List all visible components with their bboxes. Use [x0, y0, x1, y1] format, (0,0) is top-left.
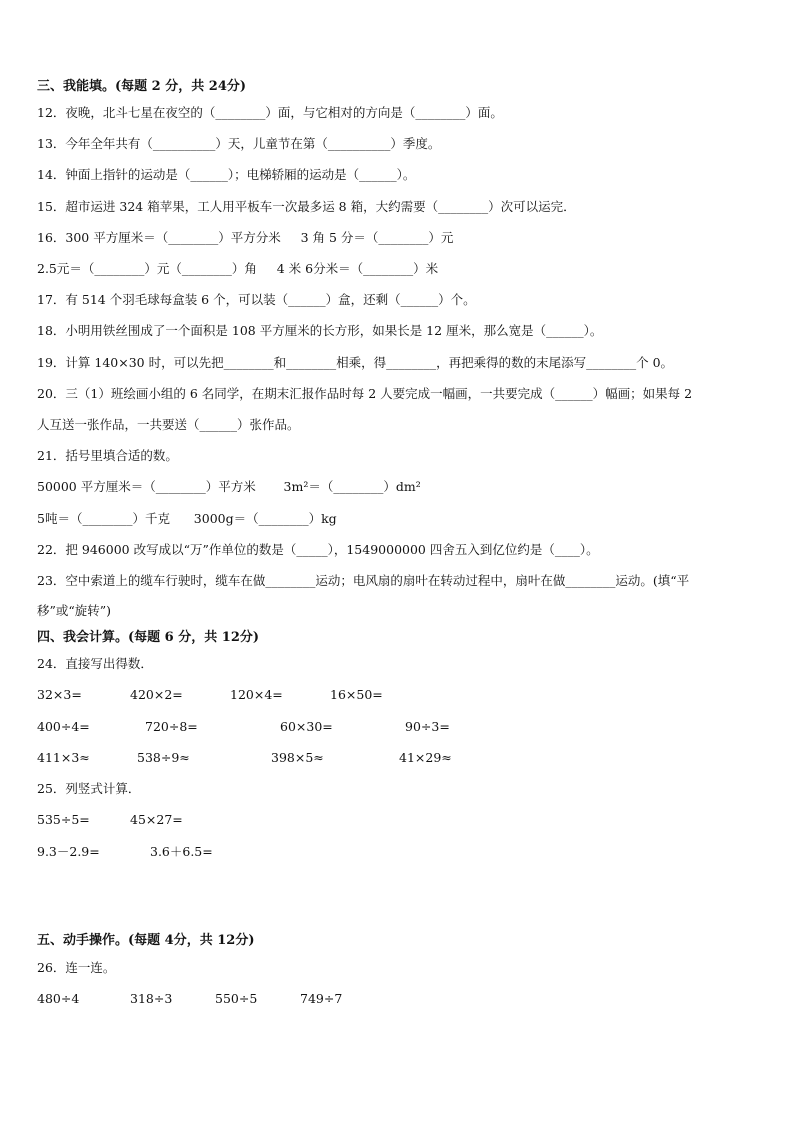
calc-item: 16×50=	[330, 687, 383, 702]
section5-heading: 五、动手操作。(每题 4分，共 12分)	[37, 933, 255, 948]
calc-item: 3.6＋6.5=	[150, 844, 213, 859]
calc-item: 720÷8=	[145, 719, 198, 734]
calc-item: 538÷9≈	[137, 750, 190, 765]
calc-item: 90÷3=	[405, 719, 450, 734]
match-item: 749÷7	[300, 991, 343, 1006]
question-12: 12．夜晚，北斗七星在夜空的（________）面，与它相对的方向是（________）面。	[37, 105, 503, 120]
question-22: 22．把 946000 改写成以“万”作单位的数是（_____），1549000000 四舍五入到亿位约是（____）。	[37, 542, 599, 557]
question-16-line2: 2.5元＝（________）元（________）角 4 米 6分米＝（________）米	[37, 261, 439, 276]
section4-heading: 四、我会计算。(每题 6 分，共 12分)	[37, 630, 260, 645]
question-20: 20．三（1）班绘画小组的 6 名同学，在期末汇报作品时每 2 人要完成一幅画，一共要完成（______）幅画；如果每 2	[37, 386, 693, 401]
calc-item: 420×2=	[130, 687, 183, 702]
question-21-line2: 5吨＝（________）千克 3000g＝（________）kg	[37, 511, 337, 526]
section3-heading: 三、我能填。(每题 2 分，共 24分)	[37, 79, 247, 94]
question-20-line2: 人互送一张作品，一共要送（______）张作品。	[37, 417, 300, 432]
question-17: 17．有 514 个羽毛球每盒装 6 个，可以装（______）盒，还剩（______）个。	[37, 292, 476, 307]
question-23: 23．空中索道上的缆车行驶时，缆车在做________运动；电风扇的扇叶在转动过程中，扇叶在做________运动。(填“平	[37, 573, 690, 588]
question-21: 21．括号里填合适的数。	[37, 448, 178, 463]
calc-item: 45×27=	[130, 812, 183, 827]
question-14: 14．钟面上指针的运动是（______）；电梯轿厢的运动是（______）。	[37, 167, 416, 182]
question-13: 13．今年全年共有（__________）天，儿童节在第（__________）季度。	[37, 136, 441, 151]
calc-item: 400÷4=	[37, 719, 90, 734]
calc-item: 411×3≈	[37, 750, 90, 765]
question-15: 15．超市运进 324 箱苹果，工人用平板车一次最多运 8 箱，大约需要（________）次可以运完．	[37, 199, 576, 214]
question-25: 25．列竖式计算．	[37, 781, 141, 796]
question-26: 26．连一连。	[37, 960, 116, 975]
calc-item: 41×29≈	[399, 750, 452, 765]
question-21-line1: 50000 平方厘米＝（________）平方米 3m²＝（________）dm²	[37, 479, 421, 494]
question-24: 24．直接写出得数．	[37, 656, 153, 671]
calc-item: 60×30=	[280, 719, 333, 734]
calc-item: 120×4=	[230, 687, 283, 702]
calc-item: 32×3=	[37, 687, 82, 702]
calc-item: 398×5≈	[271, 750, 324, 765]
match-item: 550÷5	[215, 991, 258, 1006]
match-item: 480÷4	[37, 991, 80, 1006]
question-19: 19．计算 140×30 时，可以先把________和________相乘，得________，再把乘得的数的末尾添写________个 0。	[37, 355, 674, 370]
question-23-line2: 移”或“旋转”)	[37, 603, 112, 618]
calc-item: 535÷5=	[37, 812, 90, 827]
match-item: 318÷3	[130, 991, 173, 1006]
question-16: 16．300 平方厘米＝（________）平方分米 3 角 5 分＝（________）元	[37, 230, 454, 245]
calc-item: 9.3－2.9=	[37, 844, 100, 859]
question-18: 18．小明用铁丝围成了一个面积是 108 平方厘米的长方形，如果长是 12 厘米，那么宽是（______）。	[37, 323, 603, 338]
